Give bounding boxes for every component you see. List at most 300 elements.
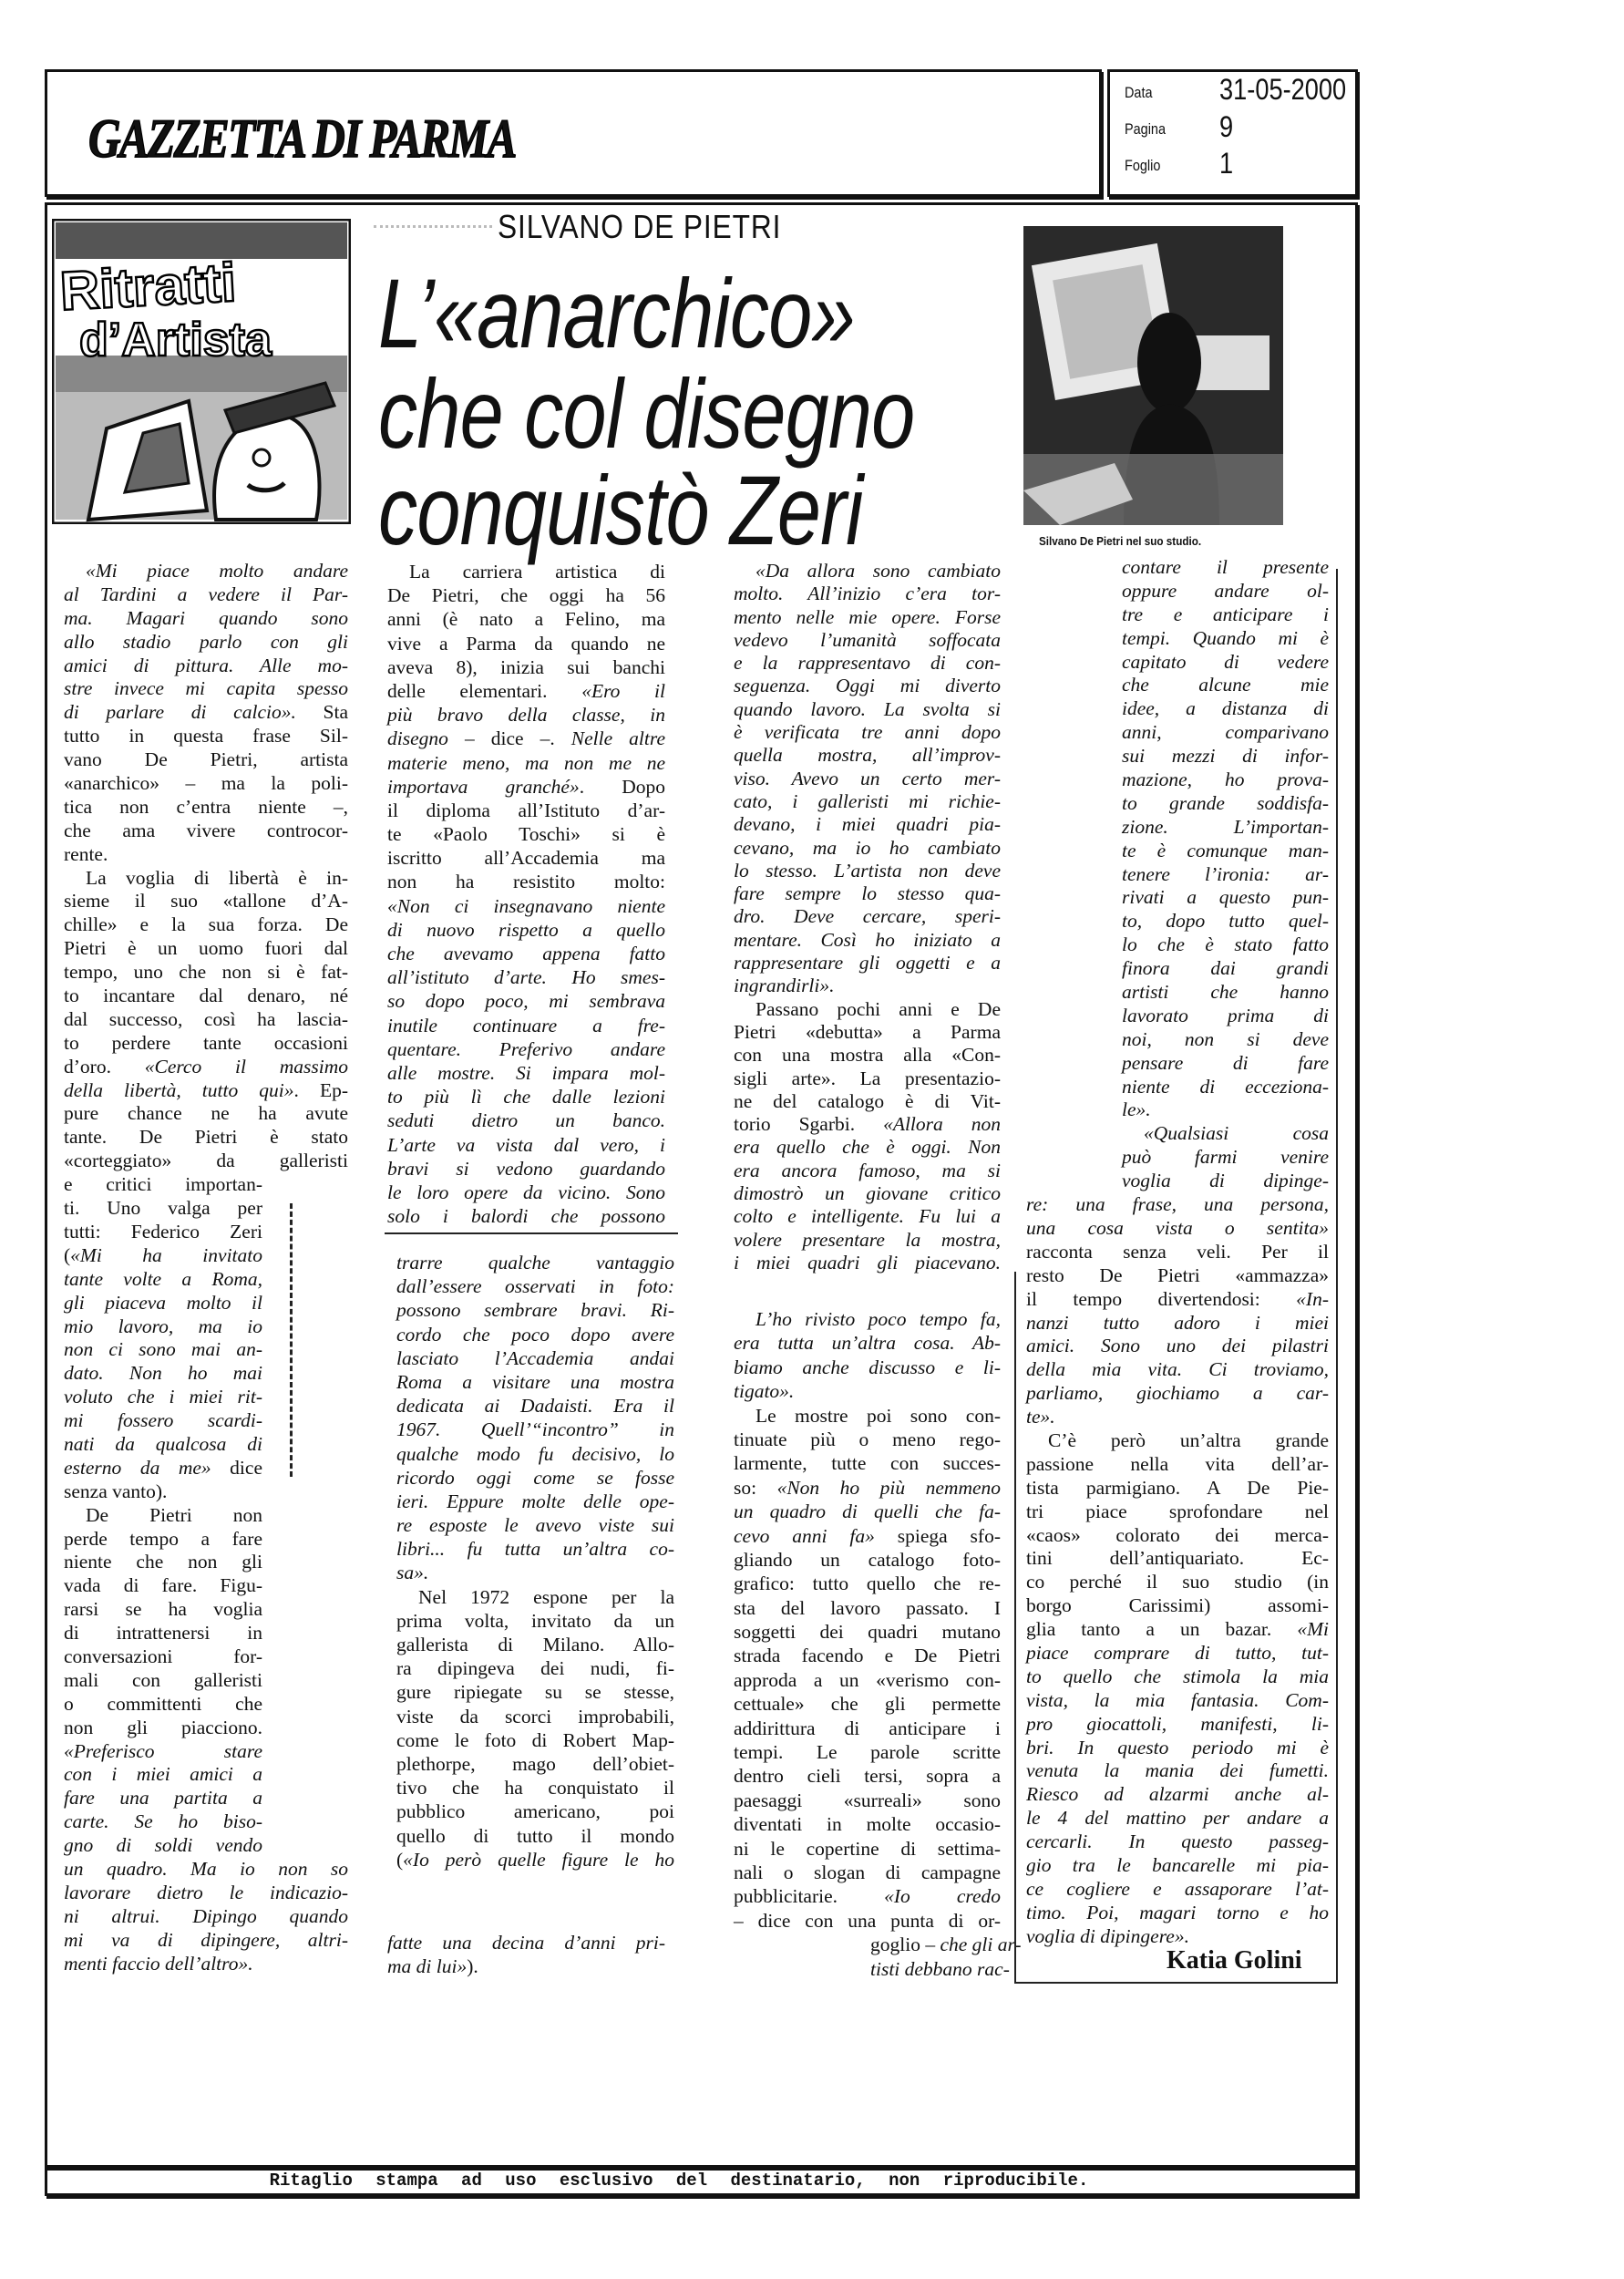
italic-quote: rivati a questo pun- xyxy=(1122,886,1329,909)
text-run: quello di tutto il mondo xyxy=(396,1824,674,1847)
italic-quote: lasciato l’Accademia andai xyxy=(396,1346,674,1369)
headline-line-1: L’«anarchico» xyxy=(378,258,855,368)
italic-quote: quella mostra, all’improv- xyxy=(734,744,1001,767)
italic-quote: 1967. Quell’“incontro” in xyxy=(396,1418,674,1441)
italic-quote: gli piaceva molto il xyxy=(64,1291,262,1314)
text-line xyxy=(64,1056,348,1079)
text-run: iscritto all’Accademia ma xyxy=(387,847,665,870)
text-line xyxy=(1122,981,1329,1005)
sheet-value: 1 xyxy=(1219,147,1234,180)
italic-quote: «Da allora sono cambiato xyxy=(755,560,1001,582)
text-line xyxy=(387,655,665,679)
italic-quote: vista, la mia fantasia. Com- xyxy=(1026,1688,1329,1711)
text-line xyxy=(387,1954,665,1978)
italic-quote: tisti debbano rac- xyxy=(870,1957,1010,1980)
text-line xyxy=(396,1633,674,1656)
text-line xyxy=(734,1620,1001,1644)
text-line xyxy=(1026,1594,1329,1618)
text-line xyxy=(734,1113,1001,1136)
text-line xyxy=(734,1596,1001,1620)
italic-quote: cevano, ma io ho cambiato xyxy=(734,836,1001,859)
italic-quote: Riesco ad alzarmi anche al- xyxy=(1026,1783,1329,1806)
text-run: ( xyxy=(64,1243,71,1266)
italic-quote: le loro opere da vicino. Sono xyxy=(387,1181,665,1203)
text-line xyxy=(387,775,665,799)
text-line xyxy=(64,1386,262,1409)
text-line xyxy=(1122,745,1329,768)
text-line xyxy=(734,1428,1001,1451)
italic-quote: della mia vita. Ci troviamo, xyxy=(1026,1358,1329,1381)
text-line xyxy=(64,1953,348,1976)
text-line xyxy=(734,1044,1001,1067)
text-line xyxy=(64,1268,262,1292)
text-run: dentro cieli tersi, sopra a xyxy=(734,1765,1001,1788)
text-line xyxy=(396,1799,674,1823)
italic-quote: gio tra le bancarelle mi pia- xyxy=(1026,1853,1329,1876)
italic-quote: voluto che i miei rit- xyxy=(64,1386,262,1408)
text-line xyxy=(387,1037,665,1061)
text-line xyxy=(387,583,665,607)
text-line xyxy=(1026,1524,1329,1548)
text-run: tini dell’antiquariato. Ec- xyxy=(1026,1547,1329,1570)
text-line xyxy=(734,1884,1001,1908)
text-line xyxy=(387,1133,665,1157)
text-line xyxy=(64,985,348,1008)
italic-quote: sui mezzi di infor- xyxy=(1122,745,1329,768)
text-line xyxy=(1122,580,1329,603)
italic-quote: biamo anche discusso e li- xyxy=(734,1356,1001,1378)
text-run: ti. Uno valga per xyxy=(64,1197,262,1220)
headline-line-3: conquistò Zeri xyxy=(378,455,863,565)
text-line xyxy=(387,1109,665,1132)
text-line xyxy=(734,1090,1001,1113)
text-line xyxy=(64,1882,348,1905)
text-line xyxy=(734,1379,1001,1403)
text-line xyxy=(1026,1453,1329,1477)
italic-quote: mazione, ho prova- xyxy=(1122,768,1329,791)
text-line xyxy=(1026,1759,1329,1783)
text-line xyxy=(734,998,1001,1021)
italic-quote: idee, a distanza di xyxy=(1122,697,1329,720)
text-line xyxy=(1122,933,1329,957)
italic-quote: pro giocattoli, manifesti, li- xyxy=(1026,1712,1329,1735)
text-line xyxy=(1122,768,1329,792)
italic-quote: L’ho rivisto poco tempo fa, xyxy=(755,1308,1001,1330)
text-run: mali con galleristi xyxy=(64,1668,262,1691)
article-column-3-bottom xyxy=(734,1307,1022,1981)
italic-quote: cordo che poco dopo avere xyxy=(396,1323,674,1346)
text-line xyxy=(734,744,1001,767)
text-run: torio Sgarbi. xyxy=(734,1113,884,1136)
italic-quote: solo i balordi che possono xyxy=(387,1205,665,1228)
text-line xyxy=(64,1480,262,1504)
italic-quote: voglia di dipinge- xyxy=(1122,1170,1329,1192)
italic-quote: dall’essere osservati in foto: xyxy=(396,1275,674,1298)
italic-quote: stre invece mi capita spesso xyxy=(64,677,348,700)
text-line xyxy=(387,727,665,750)
italic-quote: zione. L’importan- xyxy=(1122,815,1329,838)
italic-quote: nanzi tutto adoro i miei xyxy=(1026,1311,1329,1334)
text-line xyxy=(734,1861,1001,1884)
text-run: niente che non gli xyxy=(64,1551,262,1573)
text-line xyxy=(734,675,1001,697)
text-line xyxy=(387,1157,665,1181)
text-line xyxy=(734,1548,1001,1572)
italic-quote: qualche modo fu decisivo, lo xyxy=(396,1442,674,1465)
text-line xyxy=(1026,1500,1329,1524)
ritratti-d-artista-illustration xyxy=(52,219,351,524)
text-line xyxy=(64,820,348,843)
italic-quote: di parlare di calcio». xyxy=(64,701,296,724)
text-line xyxy=(734,698,1001,721)
text-run: passione nella vita dell’ar- xyxy=(1026,1452,1329,1475)
text-run: La carriera artistica di xyxy=(409,561,665,583)
text-run: ne del catalogo è di Vit- xyxy=(734,1089,1001,1112)
italic-quote: quentare. Preferivo andare xyxy=(387,1037,665,1060)
text-line xyxy=(64,655,348,678)
italic-quote: «Mi piace molto andare xyxy=(86,560,348,582)
text-line xyxy=(734,1021,1001,1044)
text-line xyxy=(64,1717,262,1740)
text-line xyxy=(1026,1925,1329,1949)
text-line xyxy=(387,799,665,822)
italic-quote: di nuovo rispetto a quello xyxy=(387,918,665,941)
italic-quote: molto. All’inizio c’era tor- xyxy=(734,583,1001,605)
text-run: di intrattenersi in xyxy=(64,1622,262,1645)
text-run: vive a Parma da quando ne xyxy=(387,632,665,655)
text-line xyxy=(734,882,1001,905)
text-line xyxy=(64,1173,262,1197)
italic-quote: mento nelle mie opere. Forse xyxy=(734,605,1001,628)
italic-quote: «Mi xyxy=(1297,1618,1329,1641)
text-line xyxy=(1122,1076,1329,1099)
italic-quote: un quadro di quelli che fa- xyxy=(734,1500,1001,1523)
text-line xyxy=(1026,1429,1329,1453)
italic-quote: cato, i galleristi mi richie- xyxy=(734,789,1001,812)
column-rule-1 xyxy=(290,1203,293,1477)
text-line xyxy=(1122,1098,1329,1122)
text-line xyxy=(1122,556,1329,580)
text-line xyxy=(1026,1713,1329,1737)
italic-quote: «Io credo xyxy=(884,1885,1001,1908)
italic-quote: oppure andare ol- xyxy=(1122,579,1329,602)
text-run: sta del lavoro passato. I xyxy=(734,1596,1001,1619)
column-rule-4-right xyxy=(1336,569,1338,1983)
text-line xyxy=(64,748,348,772)
text-run: Passano pochi anni e De xyxy=(755,997,1001,1020)
text-line xyxy=(396,1656,674,1680)
text-run: Nel 1972 espone per la xyxy=(418,1585,674,1608)
text-line xyxy=(734,1205,1001,1228)
italic-quote: amici. Sono uno dei pilastri xyxy=(1026,1335,1329,1357)
text-line xyxy=(64,1598,262,1622)
italic-quote: le 4 del mattino per andare a xyxy=(1026,1807,1329,1830)
italic-quote: con i miei amici a xyxy=(64,1763,262,1786)
italic-quote: che gli ar- xyxy=(940,1934,1022,1956)
text-line xyxy=(387,679,665,703)
italic-quote: tre e anticipare i xyxy=(1122,603,1329,625)
italic-quote: ma. Magari quando sono xyxy=(64,606,348,629)
text-run: anni (è nato a Felino, ma xyxy=(387,608,665,631)
italic-quote: importava granché» xyxy=(387,775,580,798)
text-run: sieme il suo «tallone d’A- xyxy=(64,890,348,913)
text-line xyxy=(64,1126,348,1150)
text-line xyxy=(1026,1193,1329,1217)
italic-quote: contare il presente xyxy=(1122,556,1329,578)
text-run: il diploma all’Istituto d’ar- xyxy=(387,799,665,821)
text-line xyxy=(1122,603,1329,627)
text-line xyxy=(64,631,348,655)
italic-quote: ma di lui» xyxy=(387,1955,468,1977)
text-run: con una mostra alla «Con- xyxy=(734,1044,1001,1067)
text-run: senza vanto). xyxy=(64,1480,168,1502)
text-run: delle elementari. xyxy=(387,679,582,702)
text-line xyxy=(734,768,1001,790)
text-line xyxy=(64,1669,262,1693)
text-line xyxy=(734,1356,1001,1379)
italic-quote: all’istituto d’arte. Ho smes- xyxy=(387,966,665,989)
italic-quote: «Non ci insegnavano niente xyxy=(387,894,665,917)
text-line xyxy=(64,1574,262,1598)
italic-quote: possono sembrare bravi. Ri- xyxy=(396,1299,674,1322)
text-run: paesaggi «surreali» sono xyxy=(734,1789,1001,1811)
text-line xyxy=(734,606,1001,629)
text-line xyxy=(870,1957,1010,1981)
italic-quote: un quadro. Ma io non so xyxy=(64,1857,348,1880)
text-line xyxy=(1122,910,1329,933)
italic-quote: niente di ecceziona- xyxy=(1122,1075,1329,1098)
italic-quote: dro. Deve cercare, speri- xyxy=(734,905,1001,928)
text-line xyxy=(64,1551,262,1574)
text-run: come le foto di Robert Map- xyxy=(396,1728,674,1751)
page-label: Pagina xyxy=(1125,120,1166,138)
text-line xyxy=(64,1763,262,1787)
italic-quote: tante volte a Roma, xyxy=(64,1267,262,1290)
text-run: pubblico americano, poi xyxy=(396,1800,674,1823)
text-run: – dice con una punta di or- xyxy=(734,1909,1001,1932)
text-line xyxy=(396,1537,674,1561)
text-run: ra dipingeva dei nudi, fi- xyxy=(396,1657,674,1680)
text-line xyxy=(396,1824,674,1848)
italic-quote: artisti che hanno xyxy=(1122,981,1329,1004)
text-line xyxy=(64,796,348,820)
italic-quote: colto e intelligente. Fu lui a xyxy=(734,1205,1001,1228)
italic-quote: bravi si vedono guardando xyxy=(387,1157,665,1180)
text-line xyxy=(64,1810,262,1834)
text-run: tutti: Federico Zeri xyxy=(64,1220,262,1243)
text-line xyxy=(64,1079,348,1103)
italic-quote: «In- xyxy=(1296,1287,1329,1310)
text-line xyxy=(64,867,348,891)
text-line xyxy=(387,1085,665,1109)
text-line xyxy=(1026,1783,1329,1807)
text-line xyxy=(1026,1264,1329,1288)
text-run: «caos» colorato dei merca- xyxy=(1026,1523,1329,1546)
text-line xyxy=(734,1668,1001,1692)
text-run: aveva 8), inizia sui banchi xyxy=(387,655,665,678)
text-run: spiega sfo- xyxy=(874,1524,1001,1547)
italic-quote: libri... fu tutta un’altra co- xyxy=(396,1538,674,1561)
italic-quote: che alcune mie xyxy=(1122,674,1329,696)
text-line xyxy=(734,952,1001,975)
italic-quote: ingrandirli». xyxy=(734,975,835,997)
text-line xyxy=(734,905,1001,928)
text-run: tempo, uno che non si è fat- xyxy=(64,961,348,984)
text-line xyxy=(734,1160,1001,1182)
text-run: borgo Carissimi) assomi- xyxy=(1026,1594,1329,1617)
text-line xyxy=(64,961,348,985)
text-line xyxy=(64,1409,262,1433)
italic-quote: ieri. Eppure molte delle ope- xyxy=(396,1490,674,1512)
text-line xyxy=(734,1136,1001,1159)
text-line xyxy=(734,1404,1001,1428)
text-run: «corteggiato» da galleristi xyxy=(64,1150,348,1172)
text-line xyxy=(734,1717,1001,1740)
article-column-3-top xyxy=(734,560,1001,1274)
text-line xyxy=(1026,1854,1329,1878)
text-line xyxy=(396,1513,674,1537)
text-line xyxy=(387,870,665,893)
text-line xyxy=(734,1476,1001,1500)
text-line xyxy=(64,1244,262,1268)
text-line xyxy=(387,965,665,989)
text-line xyxy=(64,1528,262,1552)
text-line xyxy=(734,1909,1001,1933)
italic-quote: inutile continuare a fre- xyxy=(387,1014,665,1036)
italic-quote: re esposte le avevo viste sui xyxy=(396,1514,674,1537)
text-run: racconta senza veli. Per il xyxy=(1026,1240,1329,1263)
text-line xyxy=(387,1014,665,1037)
italic-quote: «Preferisco stare xyxy=(64,1739,262,1762)
text-line xyxy=(387,751,665,775)
italic-quote: disegno xyxy=(387,727,448,750)
text-run: viste da scorci improbabili, xyxy=(396,1705,674,1727)
headline-line-2: che col disegno xyxy=(378,358,915,469)
article-column-2-middle xyxy=(396,1251,674,1872)
text-line xyxy=(396,1346,674,1370)
text-line xyxy=(396,1561,674,1584)
sheet-label: Foglio xyxy=(1125,157,1161,174)
text-run: pubblicitarie. xyxy=(734,1885,885,1908)
text-line xyxy=(734,1740,1001,1764)
italic-quote: fare sempre lo stesso qua- xyxy=(734,882,1001,905)
illustration-lettering-2: d’Artista xyxy=(79,314,272,366)
text-line xyxy=(734,1812,1001,1836)
text-line xyxy=(734,583,1001,605)
text-run: non ha resistito molto: xyxy=(387,871,665,893)
kicker: SILVANO DE PIETRI xyxy=(498,208,782,245)
column-rule-4-left xyxy=(1014,1272,1016,1983)
text-line xyxy=(396,1370,674,1394)
text-line xyxy=(1026,1642,1329,1665)
text-line xyxy=(1122,1146,1329,1170)
text-line xyxy=(1122,674,1329,697)
text-line xyxy=(387,1061,665,1085)
text-line xyxy=(396,1848,674,1872)
text-run: . Ep- xyxy=(293,1078,348,1101)
italic-quote: mi fossero scardi- xyxy=(64,1409,262,1432)
text-line xyxy=(1026,1830,1329,1854)
text-line xyxy=(1026,1665,1329,1689)
text-line xyxy=(396,1298,674,1322)
text-line xyxy=(1026,1878,1329,1902)
italic-quote: «Allora non xyxy=(883,1113,1001,1136)
italic-quote: Roma a visitare una mostra xyxy=(396,1370,674,1393)
text-run: goglio – xyxy=(870,1934,940,1956)
italic-quote: ce cogliere e assaporare l’at- xyxy=(1026,1877,1329,1900)
text-line xyxy=(64,1504,262,1528)
italic-quote: voglia di dipingere». xyxy=(1026,1924,1189,1947)
text-line xyxy=(64,1197,262,1221)
italic-quote: nati da qualcosa di xyxy=(64,1432,262,1455)
italic-quote: bri. In questo periodo mi è xyxy=(1026,1736,1329,1758)
text-line xyxy=(396,1418,674,1441)
text-line xyxy=(387,632,665,655)
column-divider xyxy=(385,1232,678,1234)
italic-quote: fatte una decina d’anni pri- xyxy=(387,1932,665,1954)
text-line xyxy=(387,1204,665,1228)
text-line xyxy=(734,560,1001,583)
text-line xyxy=(64,1740,262,1764)
text-line xyxy=(64,607,348,631)
italic-quote: ni altrui. Dipingo quando xyxy=(64,1904,348,1927)
italic-quote: quando lavoro. La svolta si xyxy=(734,697,1001,720)
italic-quote: lavorare dietro le indicazio- xyxy=(64,1881,348,1903)
text-line xyxy=(1122,651,1329,675)
text-line xyxy=(734,1067,1001,1090)
text-line xyxy=(64,725,348,748)
text-line xyxy=(64,1905,348,1929)
italic-quote: finora dai grandi xyxy=(1122,957,1329,980)
text-line xyxy=(1122,863,1329,887)
text-line xyxy=(1026,1382,1329,1406)
text-line xyxy=(396,1490,674,1513)
artist-photo xyxy=(1023,226,1283,525)
text-line xyxy=(734,813,1001,836)
italic-quote: che avevamo appena fatto xyxy=(387,943,665,964)
text-run: chille» e la sua forza. De xyxy=(64,913,348,936)
text-run: plethorpe, mago dell’obiet- xyxy=(396,1752,674,1775)
text-run: addirittura di anticipare i xyxy=(734,1717,1001,1739)
text-line xyxy=(734,1229,1001,1252)
italic-quote: ricordo oggi come se fosse xyxy=(396,1466,674,1489)
text-line xyxy=(1026,1737,1329,1760)
text-line xyxy=(734,1331,1001,1355)
text-run: nali o slogan di campagne xyxy=(734,1861,1001,1883)
italic-quote: più bravo della classe, in xyxy=(387,704,665,727)
italic-quote: to, dopo tutto quel- xyxy=(1122,910,1329,933)
text-run: vada di fare. Figu- xyxy=(64,1574,262,1597)
text-line xyxy=(734,837,1001,860)
text-run: tempi. Le parole scritte xyxy=(734,1741,1001,1764)
text-line xyxy=(1122,1052,1329,1076)
text-line xyxy=(64,583,348,607)
text-line xyxy=(396,1776,674,1799)
byline: Katia Golini xyxy=(1167,1946,1302,1975)
italic-quote: al Tardini a vedere il Par- xyxy=(64,583,348,605)
footer-disclaimer: Ritaglio stampa ad uso esclusivo del destinatario, non riproducibile. xyxy=(269,2171,1089,2191)
text-run: pure chance ne ha avute xyxy=(64,1102,348,1125)
text-run: tri piace sprofondare nel xyxy=(1026,1500,1329,1522)
text-line xyxy=(734,860,1001,882)
text-line xyxy=(64,1362,262,1386)
text-line xyxy=(734,1692,1001,1716)
italic-quote: era ancora famoso, ma si xyxy=(734,1159,1001,1181)
text-line xyxy=(734,1182,1001,1205)
text-run: gallerista di Milano. Allo- xyxy=(396,1634,674,1655)
text-line xyxy=(64,677,348,701)
text-line xyxy=(1026,1571,1329,1594)
